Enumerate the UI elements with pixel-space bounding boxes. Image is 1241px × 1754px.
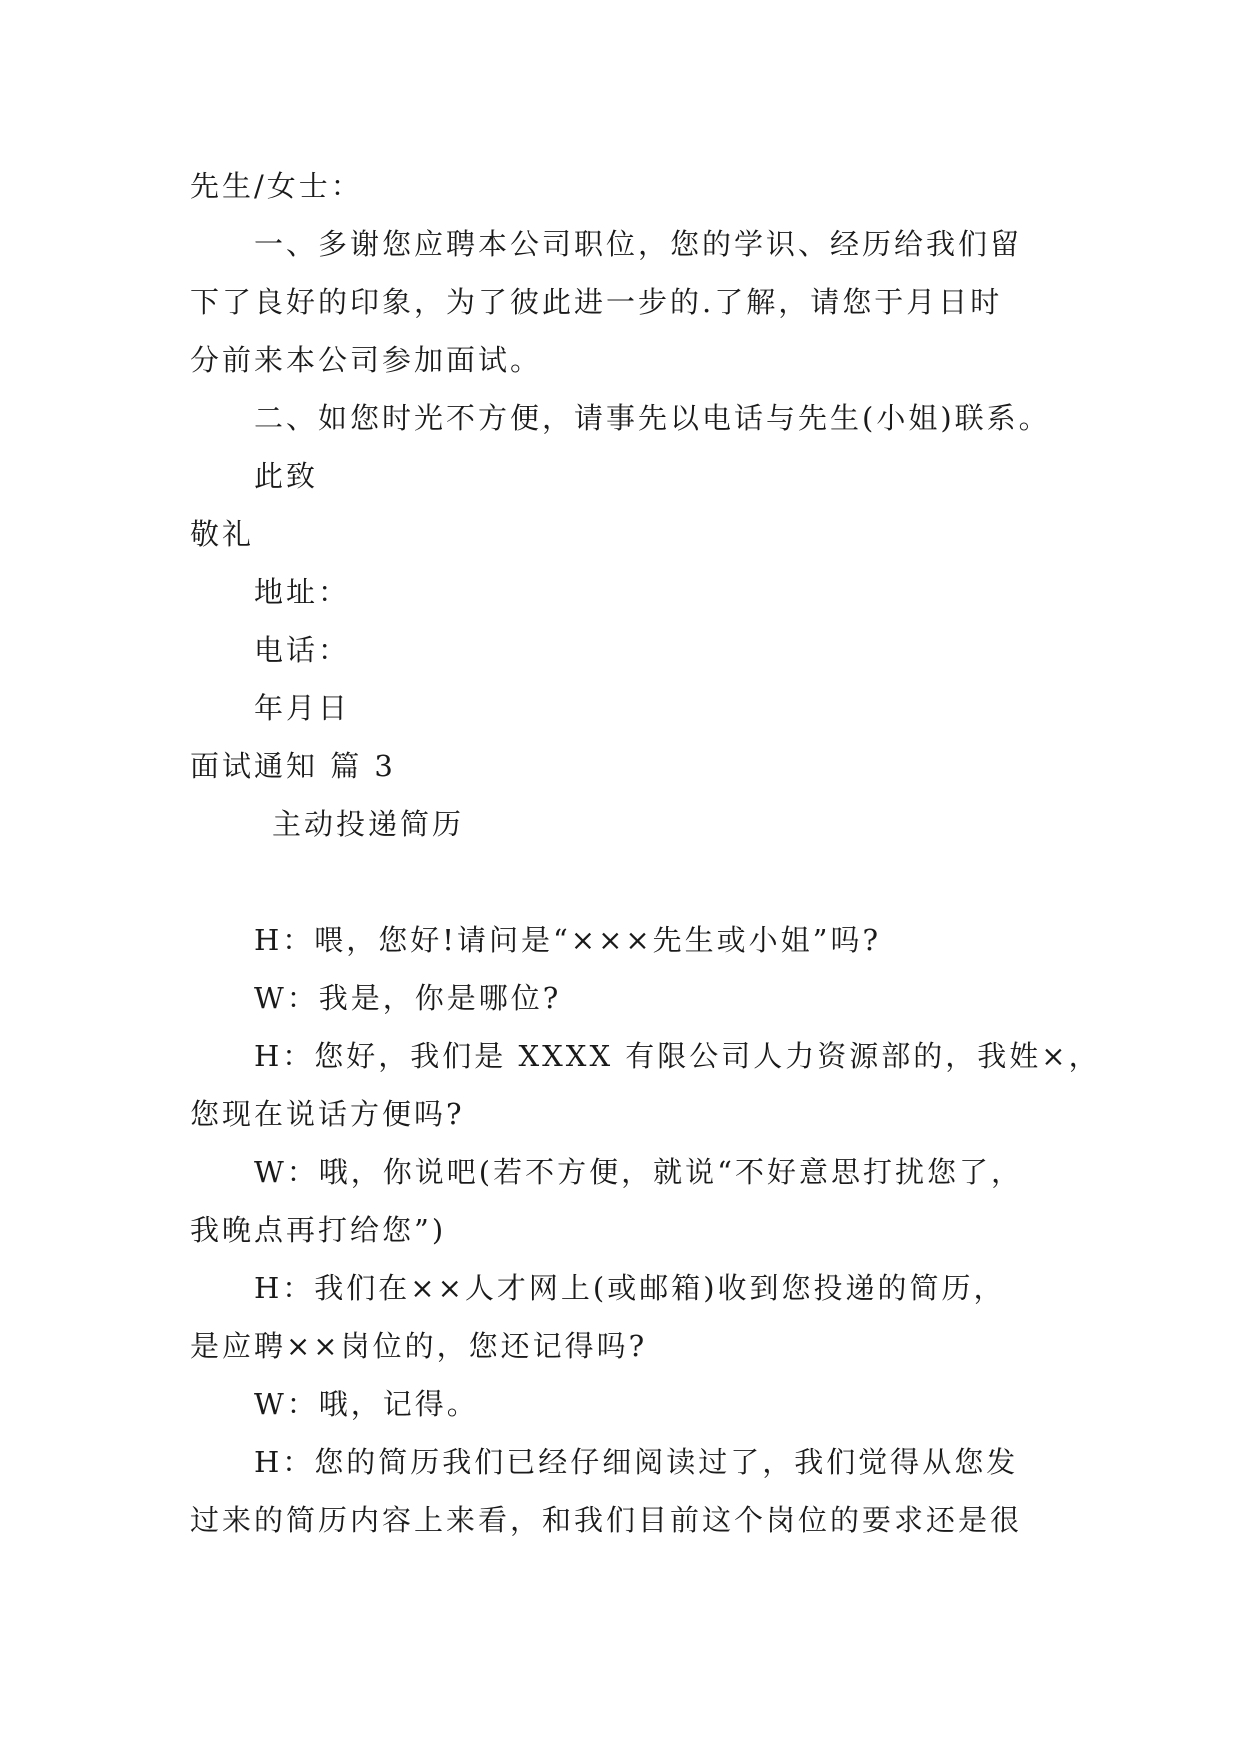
phone-label: 电话：: [254, 633, 351, 667]
dialogue-line: H：我们在××人才网上(或邮箱)收到您投递的简历，: [254, 1271, 1006, 1305]
closing-jing-li: 敬礼: [190, 517, 255, 551]
dialogue-line: W：哦，你说吧(若不方便，就说“不好意思打扰您了，: [254, 1155, 1023, 1189]
dialogue-line: H：您的简历我们已经仔细阅读过了，我们觉得从您发: [254, 1445, 1019, 1479]
section-subheading: 主动投递简历: [272, 807, 465, 841]
closing-ci-zhi: 此致: [254, 459, 319, 493]
dialogue-line: W：哦，记得。: [254, 1387, 479, 1421]
paragraph-1-line-3: 分前来本公司参加面试。: [190, 343, 543, 377]
paragraph-1-line-2: 下了良好的印象，为了彼此进一步的.了解，请您于月日时: [190, 285, 1003, 319]
address-label: 地址：: [254, 575, 351, 609]
dialogue-line: W：我是，你是哪位?: [254, 981, 562, 1015]
dialogue-line: 我晚点再打给您”): [190, 1213, 447, 1247]
paragraph-2: 二、如您时光不方便，请事先以电话与先生(小姐)联系。: [254, 401, 1051, 435]
dialogue-line: H：喂，您好!请问是“×××先生或小姐”吗?: [254, 923, 882, 957]
section-heading: 面试通知 篇 3: [190, 749, 396, 783]
paragraph-1-line-1: 一、多谢您应聘本公司职位，您的学识、经历给我们留: [254, 227, 1023, 261]
date-label: 年月日: [254, 691, 351, 725]
dialogue-line: 过来的简历内容上来看，和我们目前这个岗位的要求还是很: [190, 1503, 1023, 1537]
salutation: 先生/女士：: [190, 169, 363, 203]
dialogue-line: H：您好，我们是 XXXX 有限公司人力资源部的，我姓×，: [254, 1039, 1101, 1073]
dialogue-line: 是应聘××岗位的，您还记得吗?: [190, 1329, 648, 1363]
dialogue-line: 您现在说话方便吗?: [190, 1097, 465, 1131]
